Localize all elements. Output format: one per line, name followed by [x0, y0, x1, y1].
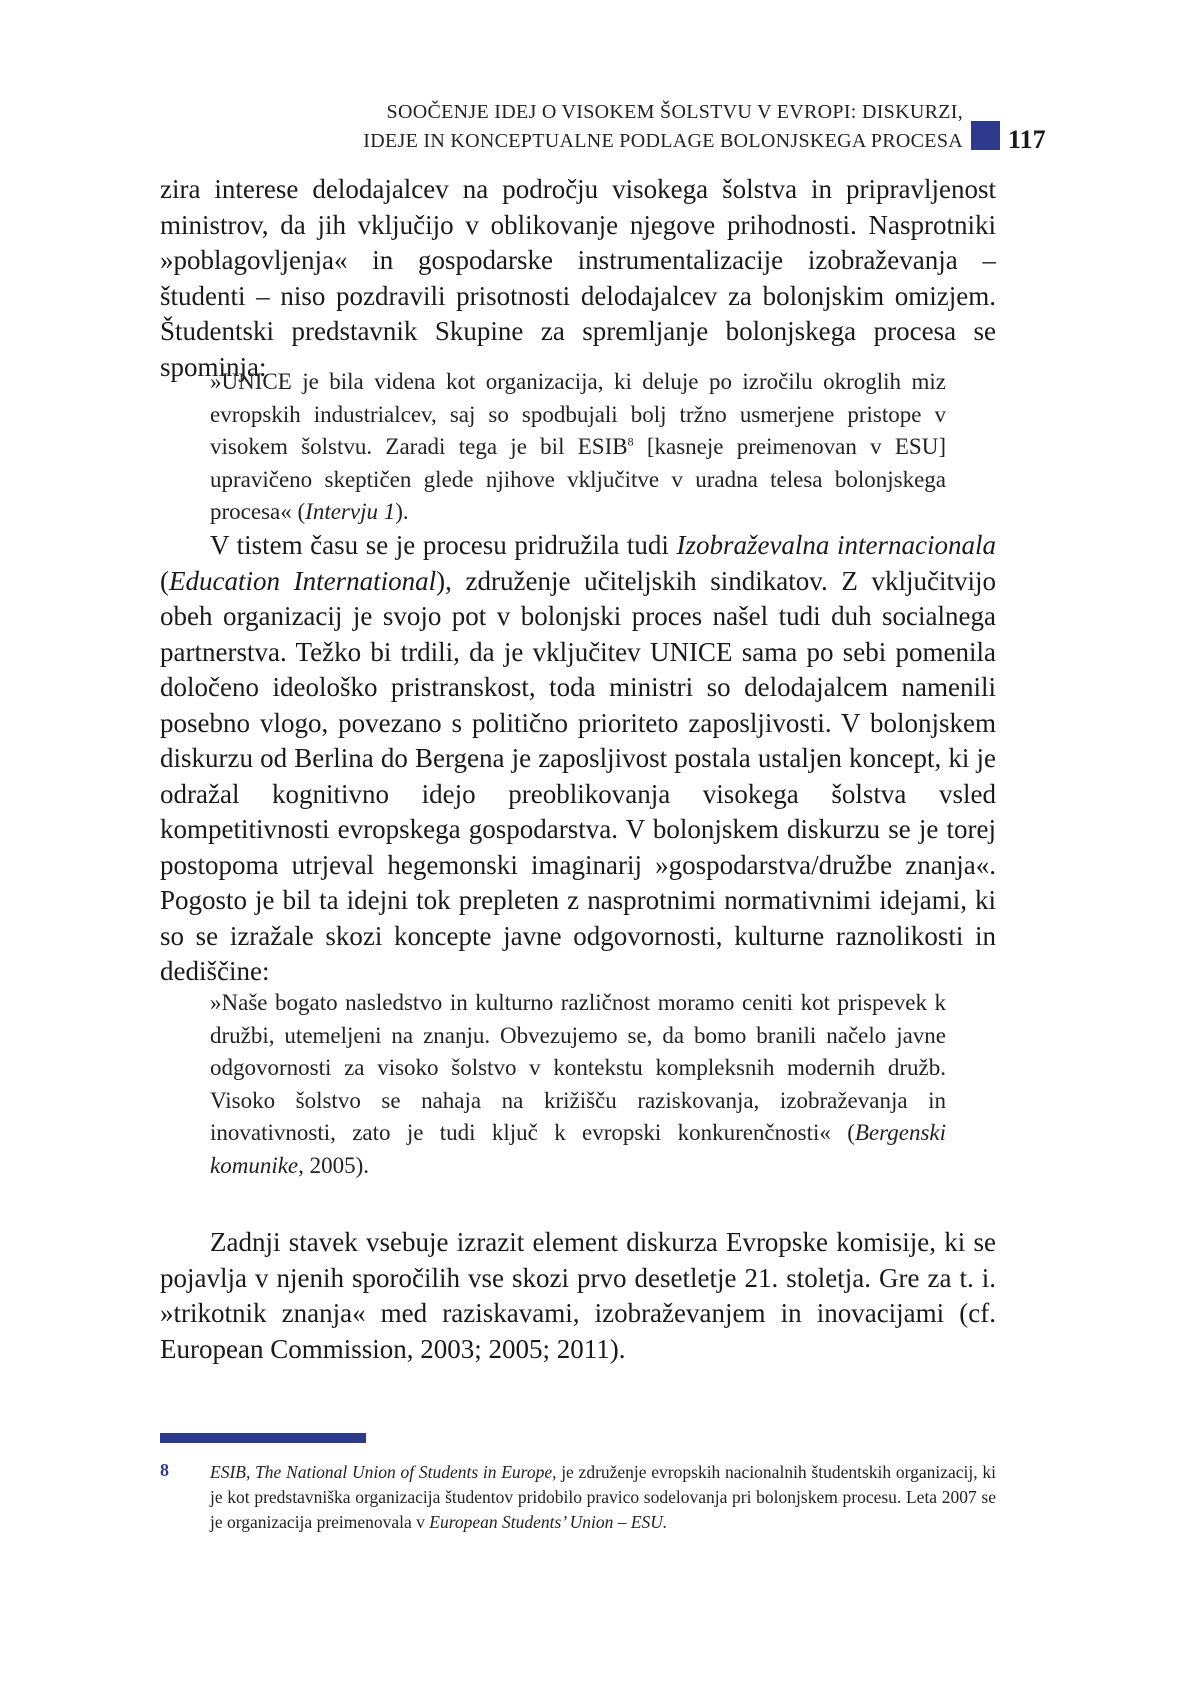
- quote-2-source: Bergenski komunike,: [210, 1120, 946, 1178]
- accent-square: [971, 121, 1000, 150]
- running-head-line-1: SOOČENJE IDEJ O VISOKEM ŠOLSTVU V EVROPI: DISKURZI,: [386, 101, 963, 123]
- paragraph-2-text: [160, 528, 996, 990]
- paragraph-2-paren: (: [160, 565, 169, 596]
- quote-1-end: ).: [395, 499, 409, 525]
- block-quote-2: [210, 987, 946, 1183]
- paragraph-2-rest: ), združenje učiteljskih sindikatov. Z vključitvijo obeh organizacij je svojo pot v bolonjski proces našel tudi duh socialnega partnerstva. Težko bi trdili, da je vključitev UNICE sama po sebi pomenila določeno ideološko pristranskost, toda ministri so delodajalcem namenili posebno vlogo, povezano s politično prioriteto zaposljivosti. V bolonjskem diskurzu od Berlina do Bergena je zaposljivost postala ustaljen koncept, ki je odražal kognitivno idejo preoblikovanja visokega šolstva vsled kompetitivnosti evropskega gospodarstva. V bolonjskem diskurzu se je torej postopoma utrjeval hegemonski imaginarij »gospodarstva/družbe znanja«. Pogosto je bil ta idejni tok prepleten z nasprotnimi normativnimi idejami, ki so se izražale skozi koncepte javne odgovornosti, kulturne raznolikosti in dediščine:: [160, 565, 996, 986]
- quote-1-text: »UNICE je bila videna kot organizacija, ki deluje po izročilu okroglih miz evropskih industrialcev, saj so spodbujali bolj tržno usmerjene pristope v visokem šolstvu. Zaradi tega je bil ESIB: [210, 369, 946, 460]
- footnote-italic-1: ESIB, The National Union of Students in Europe,: [210, 1462, 557, 1482]
- quote-2-text: »Naše bogato nasledstvo in kulturno različnost moramo ceniti kot prispevek k družbi, utemeljeni na znanju. Obvezujemo se, da bomo branili načelo javne odgovornosti za visoko šolstvo v kontekstu kompleksnih modernih družb. Visoko šolstvo se nahaja na križišču raziskovanja, izobraževanja in inovativnosti, zato je tudi ključ k evropski konkurenčnosti« (: [210, 990, 946, 1146]
- paragraph-2-italic-2: Education International: [169, 565, 437, 596]
- running-head-line-2: IDEJE IN KONCEPTUALNE PODLAGE BOLONJSKEGA PROCESA: [363, 130, 963, 152]
- paragraph-1-text: zira interese delodajalcev na področju visokega šolstva in pripravljenost ministrov, da jih vključijo v oblikovanje njegove prihodnosti. Nasprotniki »poblagovljenja« in gospodarske instrumentalizacije izobraževanja – študenti – niso pozdravili prisotnosti delodajalcev za bolonjskim omizjem. Študentski predstavnik Skupine za spremljanje bolonjskega procesa se spominja:: [160, 174, 996, 382]
- paragraph-2: [160, 528, 996, 990]
- footnote-text: [210, 1460, 996, 1535]
- paragraph-2-start: V tistem času se je procesu pridružila tudi: [210, 530, 677, 560]
- block-quote-1: [210, 366, 946, 529]
- paragraph-1: [160, 172, 996, 385]
- footnote-rule: [160, 1433, 366, 1443]
- quote-2-end: 2005).: [303, 1152, 370, 1178]
- footnote-body: je združenje evropskih nacionalnih študentskih organizacij, ki je kot predstavniška organizacija študentov pridobilo pravico sodelovanja pri bolonjskem procesu. Leta 2007 se je organizacija preimenovala v: [210, 1462, 996, 1532]
- paragraph-3: [160, 1225, 996, 1367]
- paragraph-2-italic-1: Izobraževalna internacionala: [676, 530, 996, 560]
- footnote-reference[interactable]: 8: [627, 434, 634, 449]
- running-head: [363, 98, 963, 156]
- footnote-italic-2: European Students’ Union – ESU.: [429, 1512, 668, 1532]
- paragraph-3-text: Zadnji stavek vsebuje izrazit element diskurza Evropske komisije, ki se pojavlja v njenih sporočilih vse skozi prvo desetletje 21. stoletja. Gre za t. i. »trikotnik znanja« med raziskavami, izobraževanjem in inovacijami (cf. European Commission, 2003; 2005; 2011).: [160, 1227, 996, 1364]
- page-number: 117: [1008, 125, 1046, 154]
- quote-1-source: Intervju 1: [305, 499, 396, 525]
- quote-1-text-cont: [kasneje preimenovan v ESU] upravičeno skeptičen glede njihove vključitve v uradna telesa bolonjskega procesa« (: [210, 434, 946, 525]
- footnote-number: 8: [160, 1460, 169, 1480]
